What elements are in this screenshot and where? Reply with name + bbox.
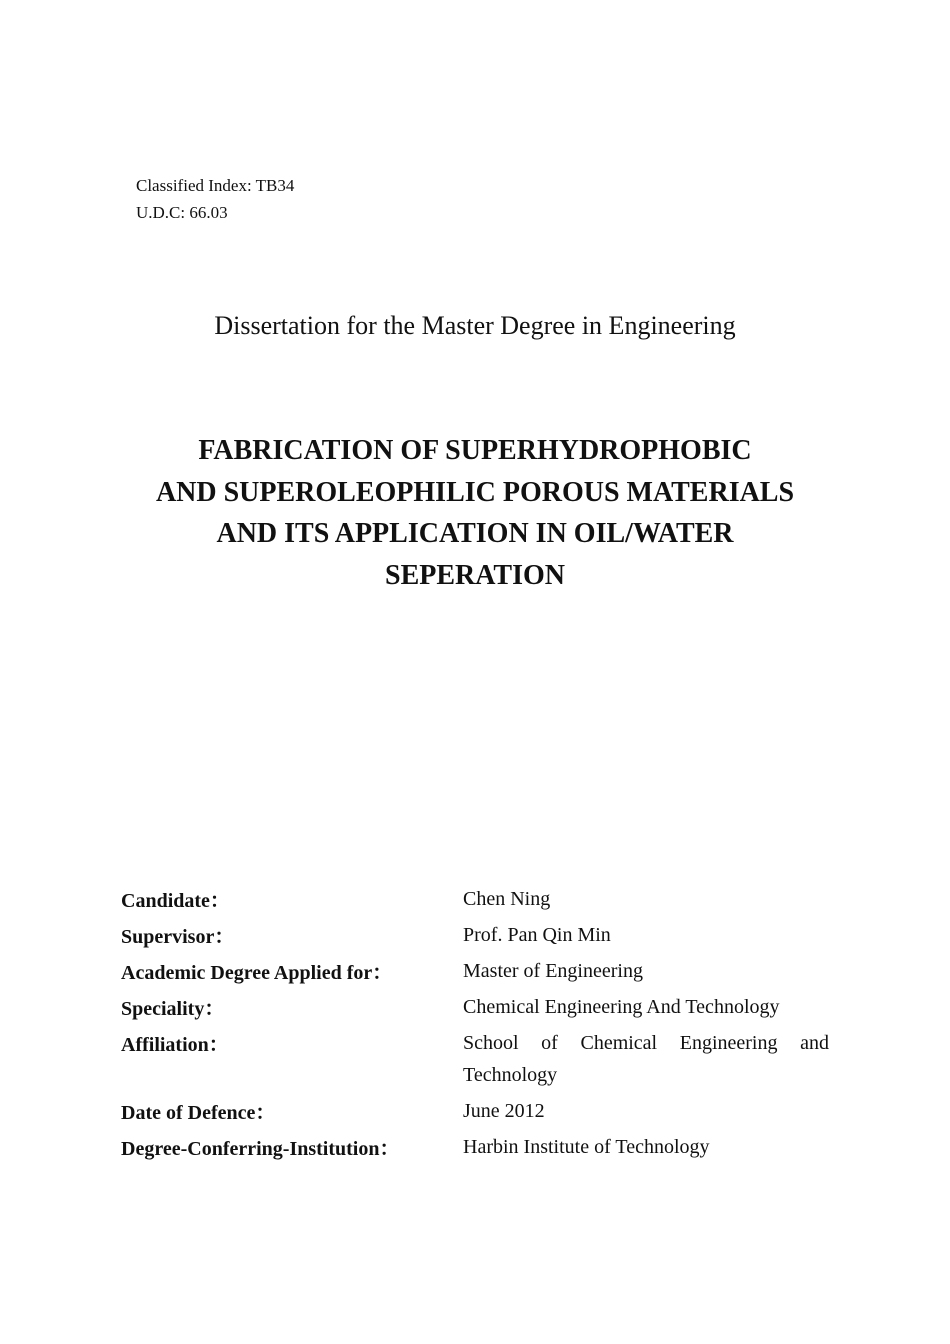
institution-value: Harbin Institute of Technology	[463, 1136, 710, 1158]
academic-degree-label: Academic Degree Applied for：	[121, 962, 393, 984]
info-row-affiliation	[121, 1027, 829, 1091]
udc-code: U.D.C: 66.03	[136, 203, 228, 222]
info-row-institution	[121, 1131, 829, 1163]
info-row-speciality	[121, 991, 829, 1023]
supervisor-value: Prof. Pan Qin Min	[463, 924, 611, 946]
info-row-academic-degree	[121, 955, 829, 987]
speciality-label: Speciality：	[121, 998, 225, 1020]
classified-index: Classified Index: TB34	[136, 176, 295, 195]
supervisor-label: Supervisor：	[121, 926, 235, 948]
candidate-info-table	[121, 883, 829, 1167]
academic-degree-value: Master of Engineering	[463, 960, 643, 982]
classification-block	[136, 172, 294, 226]
candidate-value: Chen Ning	[463, 888, 551, 910]
affiliation-label: Affiliation：	[121, 1034, 229, 1056]
info-row-date-of-defence	[121, 1095, 829, 1127]
date-of-defence-label: Date of Defence：	[121, 1102, 276, 1124]
date-of-defence-value: June 2012	[463, 1100, 545, 1122]
title-line: FABRICATION OF SUPERHYDROPHOBIC	[198, 435, 752, 466]
info-row-candidate	[121, 883, 829, 915]
thesis-title	[100, 430, 850, 596]
candidate-label: Candidate：	[121, 890, 230, 912]
title-line: AND ITS APPLICATION IN OIL/WATER	[216, 518, 734, 549]
affiliation-value: School of Chemical Engineering and Technology	[463, 1032, 829, 1086]
title-line: SEPERATION	[385, 559, 565, 591]
title-line: AND SUPEROLEOPHILIC POROUS MATERIALS	[155, 476, 795, 508]
info-row-supervisor	[121, 919, 829, 951]
speciality-value: Chemical Engineering And Technology	[463, 996, 780, 1018]
degree-heading: Dissertation for the Master Degree in Engineering	[214, 311, 736, 340]
institution-label: Degree-Conferring-Institution：	[121, 1138, 400, 1160]
